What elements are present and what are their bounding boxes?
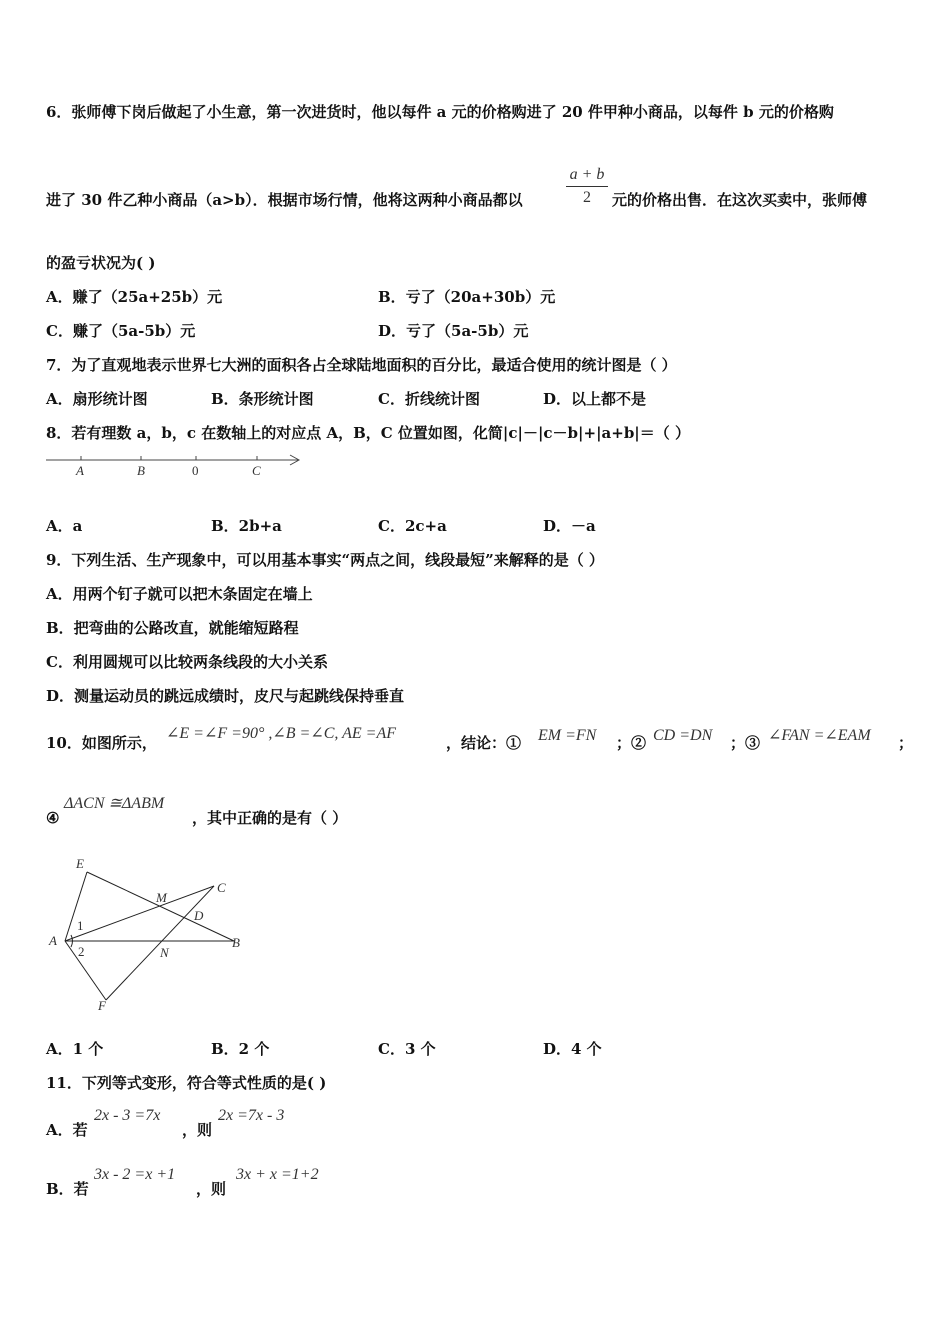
q9-option-c: C．利用圆规可以比较两条线段的大小关系 [46, 653, 328, 671]
q10-sep-3: ；③ [730, 734, 761, 752]
q7-stem: 7．为了直观地表示世界七大洲的面积各占全球陆地面积的百分比，最适合使用的统计图是（ ） [46, 356, 677, 374]
q10-option-b: B．2 个 [211, 1040, 270, 1058]
q11-option-a-equation-1: 2x - 3 =7x [94, 1107, 161, 1124]
q8-option-c: C．2c+a [378, 517, 447, 535]
number-line-figure [44, 450, 306, 480]
q6-stem-line3: 的盈亏状况为( ) [46, 254, 156, 272]
q6-stem-line1: 6．张师傅下岗后做起了小生意，第一次进货时，他以每件 a 元的价格购进了 20 件甲种小商品，以每件 b 元的价格购 [46, 103, 834, 121]
q11-option-a-prefix: A．若 [46, 1121, 88, 1139]
q10-conclusion-3: ∠FAN =∠EAM [768, 727, 871, 744]
q11-stem: 11．下列等式变形，符合等式性质的是( ) [46, 1074, 327, 1092]
segment-a-f [65, 941, 106, 1000]
label-c: C [217, 880, 226, 895]
q6-option-b: B．亏了（20a+30b）元 [378, 288, 556, 306]
q10-given-condition: ∠E =∠F =90° ,∠B =∠C, AE =AF [166, 725, 397, 742]
q10-option-d: D．4 个 [543, 1040, 602, 1058]
q10-conclusion-2: CD =DN [653, 727, 713, 744]
axis-label-a: A [76, 463, 84, 478]
label-f: F [98, 998, 106, 1013]
q10-conclusion-4-marker: ④ [46, 809, 60, 827]
q6-option-a: A．赚了（25a+25b）元 [46, 288, 223, 306]
q10-conclusion-label: ，结论：① [446, 734, 522, 752]
label-b: B [232, 935, 240, 950]
q10-stem-end: ，其中正确的是有（ ） [192, 809, 348, 827]
q10-option-a: A．1 个 [46, 1040, 104, 1058]
q6-option-c: C．赚了（5a-5b）元 [46, 322, 196, 340]
label-angle-1: 1 [77, 918, 84, 933]
q8-option-d: D．－a [543, 517, 596, 535]
q6-stem-line2-part1: 进了 30 件乙种小商品（a>b）．根据市场行情，他将这两种小商品都以 [46, 191, 523, 209]
label-d: D [194, 908, 204, 923]
q10-sep-4: ； [898, 734, 914, 752]
q9-option-b: B．把弯曲的公路改直，就能缩短路程 [46, 619, 299, 637]
q11-option-b-prefix: B．若 [46, 1180, 89, 1198]
axis-label-c: C [252, 463, 261, 478]
q6-fraction-denominator: 2 [583, 189, 591, 206]
q9-option-d: D．测量运动员的跳远成绩时，皮尺与起跳线保持垂直 [46, 687, 405, 705]
label-m: M [156, 890, 167, 905]
q7-option-a: A．扇形统计图 [46, 390, 148, 408]
q10-prefix: 10．如图所示， [46, 734, 157, 752]
label-n: N [160, 945, 169, 960]
q11-option-b-equation-1: 3x - 2 =x +1 [94, 1166, 176, 1183]
q11-option-a-equation-2: 2x =7x - 3 [218, 1107, 285, 1124]
q6-stem-line2-part2: 元的价格出售．在这次买卖中，张师傅 [612, 191, 868, 209]
triangle-geometry-figure [44, 852, 254, 1014]
q6-fraction [566, 166, 608, 207]
segment-a-c [65, 886, 214, 941]
axis-label-zero: 0 [192, 463, 199, 478]
q10-conclusion-4: ΔACN ≅ΔABM [64, 795, 165, 812]
q11-option-a-then: ，则 [182, 1121, 213, 1139]
q8-option-a: A．a [46, 517, 83, 535]
q10-conclusion-1: EM =FN [538, 727, 597, 744]
q10-option-c: C．3 个 [378, 1040, 436, 1058]
q11-option-b-equation-2: 3x + x =1+2 [236, 1166, 319, 1183]
q7-option-c: C．折线统计图 [378, 390, 480, 408]
label-a: A [49, 933, 57, 948]
q8-stem: 8．若有理数 a，b，c 在数轴上的对应点 A，B，C 位置如图，化简|c|－|c－b|+|a+b|＝（ ） [46, 424, 690, 442]
q10-sep-2: ；② [616, 734, 647, 752]
q11-option-b-then: ，则 [196, 1180, 227, 1198]
segment-e-b [87, 872, 234, 941]
segment-e-a [65, 872, 87, 941]
q7-option-b: B．条形统计图 [211, 390, 314, 408]
q6-fraction-numerator: a + b [569, 166, 605, 183]
axis-label-b: B [137, 463, 145, 478]
q8-option-b: B．2b+a [211, 517, 282, 535]
q7-option-d: D．以上都不是 [543, 390, 647, 408]
label-e: E [76, 856, 84, 871]
label-angle-2: 2 [78, 944, 85, 959]
q9-option-a: A．用两个钉子就可以把木条固定在墙上 [46, 585, 313, 603]
q9-stem: 9．下列生活、生产现象中，可以用基本事实“两点之间，线段最短”来解释的是（ ） [46, 551, 604, 569]
q6-option-d: D．亏了（5a-5b）元 [378, 322, 529, 340]
